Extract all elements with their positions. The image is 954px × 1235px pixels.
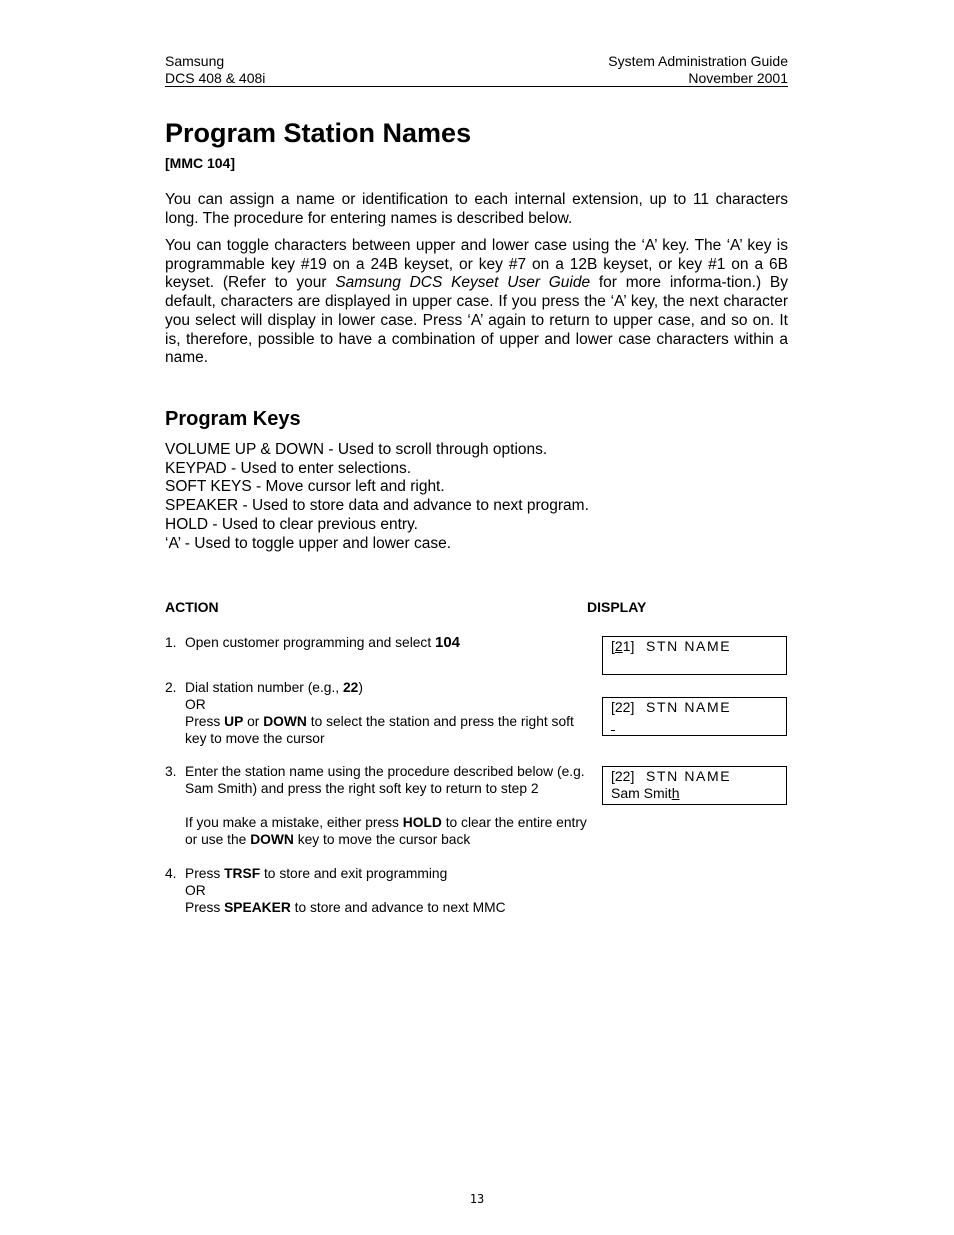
lcd-text: [22]	[611, 768, 635, 784]
step-line	[185, 814, 595, 848]
step-body	[185, 679, 595, 747]
key-name: SPEAKER	[224, 900, 291, 915]
lcd-line-1	[611, 638, 731, 655]
lcd-line-2	[611, 785, 679, 802]
lcd-line-2	[611, 716, 615, 733]
key-name: DOWN	[250, 832, 294, 847]
step-text: Press	[185, 866, 225, 881]
header-right	[608, 53, 788, 87]
step-1	[165, 634, 595, 651]
mmc-number: 104	[435, 634, 461, 651]
header-product: DCS 408 & 408i	[165, 70, 266, 86]
display-column-heading: DISPLAY	[587, 599, 647, 615]
program-key-item: SOFT KEYS - Move cursor left and right.	[165, 478, 445, 496]
station-number: 22	[342, 680, 359, 695]
key-name: UP	[224, 714, 244, 729]
lcd-text: 1]	[622, 638, 635, 654]
step-body	[185, 763, 595, 848]
step-text: )	[358, 680, 363, 695]
step-text: to select the station and press the right soft key to move the cursor	[185, 714, 574, 746]
header-date: November 2001	[688, 70, 788, 86]
header-left	[165, 53, 265, 87]
lcd-text: [22]	[611, 699, 635, 715]
step-line	[185, 899, 595, 916]
step-number: 4.	[165, 866, 177, 881]
or-label: OR	[185, 697, 206, 712]
step-3	[165, 763, 595, 848]
header-company: Samsung	[165, 53, 225, 69]
step-text: to store and exit programming	[260, 866, 448, 881]
lcd-cursor: h	[671, 785, 680, 801]
lcd-text: [	[611, 638, 615, 654]
step-text: Open customer programming and select	[185, 635, 435, 650]
step-line	[185, 713, 595, 747]
step-text: Press	[185, 714, 225, 729]
lcd-display-1	[602, 636, 787, 675]
step-number: 1.	[165, 635, 177, 650]
step-text: key to move the cursor back	[293, 832, 471, 847]
header-guide-title: System Administration Guide	[608, 53, 788, 69]
lcd-text: Sam Smit	[611, 785, 672, 801]
step-text: Dial station number (e.g.,	[185, 680, 343, 695]
program-key-item: VOLUME UP & DOWN - Used to scroll through options.	[165, 441, 548, 458]
step-2	[165, 679, 595, 747]
step-body	[185, 634, 595, 651]
intro-paragraph: You can assign a name or identification to each internal extension, up to 11 characters long. The procedure for entering names is described below.	[165, 191, 788, 227]
or-label: OR	[185, 883, 206, 898]
mmc-code: [MMC 104]	[165, 155, 236, 171]
step-body	[185, 865, 595, 916]
lcd-label: STN NAME	[646, 638, 732, 654]
step-4	[165, 865, 595, 916]
step-number: 3.	[165, 764, 177, 779]
page-title: Program Station Names	[165, 118, 472, 148]
step-text: to clear the entire entry or use the	[185, 815, 587, 847]
lcd-line-1	[611, 768, 731, 785]
case-toggle-paragraph	[165, 237, 788, 368]
key-name: HOLD	[402, 815, 442, 830]
step-text: Press	[185, 900, 225, 915]
program-key-item: SPEAKER - Used to store data and advance to next program.	[165, 497, 589, 515]
program-keys-list	[165, 441, 589, 553]
step-number: 2.	[165, 680, 177, 695]
lcd-line-1	[611, 699, 731, 716]
lcd-display-3	[602, 766, 787, 805]
lcd-label: STN NAME	[646, 699, 732, 715]
lcd-cursor	[611, 716, 615, 732]
step-line	[185, 865, 595, 882]
key-name: TRSF	[224, 866, 261, 881]
program-key-item: KEYPAD - Used to enter selections.	[165, 459, 412, 477]
step-text: or	[243, 714, 264, 729]
key-name: DOWN	[263, 714, 307, 729]
lcd-display-2	[602, 697, 787, 736]
program-key-item: ‘A’ - Used to toggle upper and lower case.	[165, 534, 452, 552]
step-text: to store and advance to next MMC	[290, 900, 506, 915]
step-line	[185, 679, 595, 696]
step-text: If you make a mistake, either press	[185, 815, 403, 830]
program-key-item: HOLD - Used to clear previous entry.	[165, 515, 418, 533]
action-column-heading: ACTION	[165, 599, 219, 615]
header-rule	[165, 86, 788, 87]
lcd-label: STN NAME	[646, 768, 732, 784]
program-keys-heading: Program Keys	[165, 408, 301, 430]
guide-reference: Samsung DCS Keyset User Guide	[335, 274, 591, 292]
paragraph-text: You can toggle characters between upper and lower case using the ‘A’ key. The ‘A’ key is programmable key #19 on a 24B keyset, or key #7 on a 12B keyset, or key #1 on a 6B keyset. (Refer to your	[165, 237, 788, 292]
paragraph-text: for more informa-tion.) By default, characters are displayed in upper case. If you press the ‘A’ key, the next character you select will display in lower case. Press ‘A’ again to return to upper case, and so on. It is, therefore, possible to have a combination of upper and lower case characters within a name.	[165, 274, 788, 367]
spacer	[185, 797, 595, 814]
step-line: Enter the station name using the procedure described below (e.g. Sam Smith) and press the right soft key to return to step 2	[185, 764, 585, 796]
lcd-cursor: 2	[614, 638, 623, 654]
page-number: 13	[469, 1192, 485, 1206]
